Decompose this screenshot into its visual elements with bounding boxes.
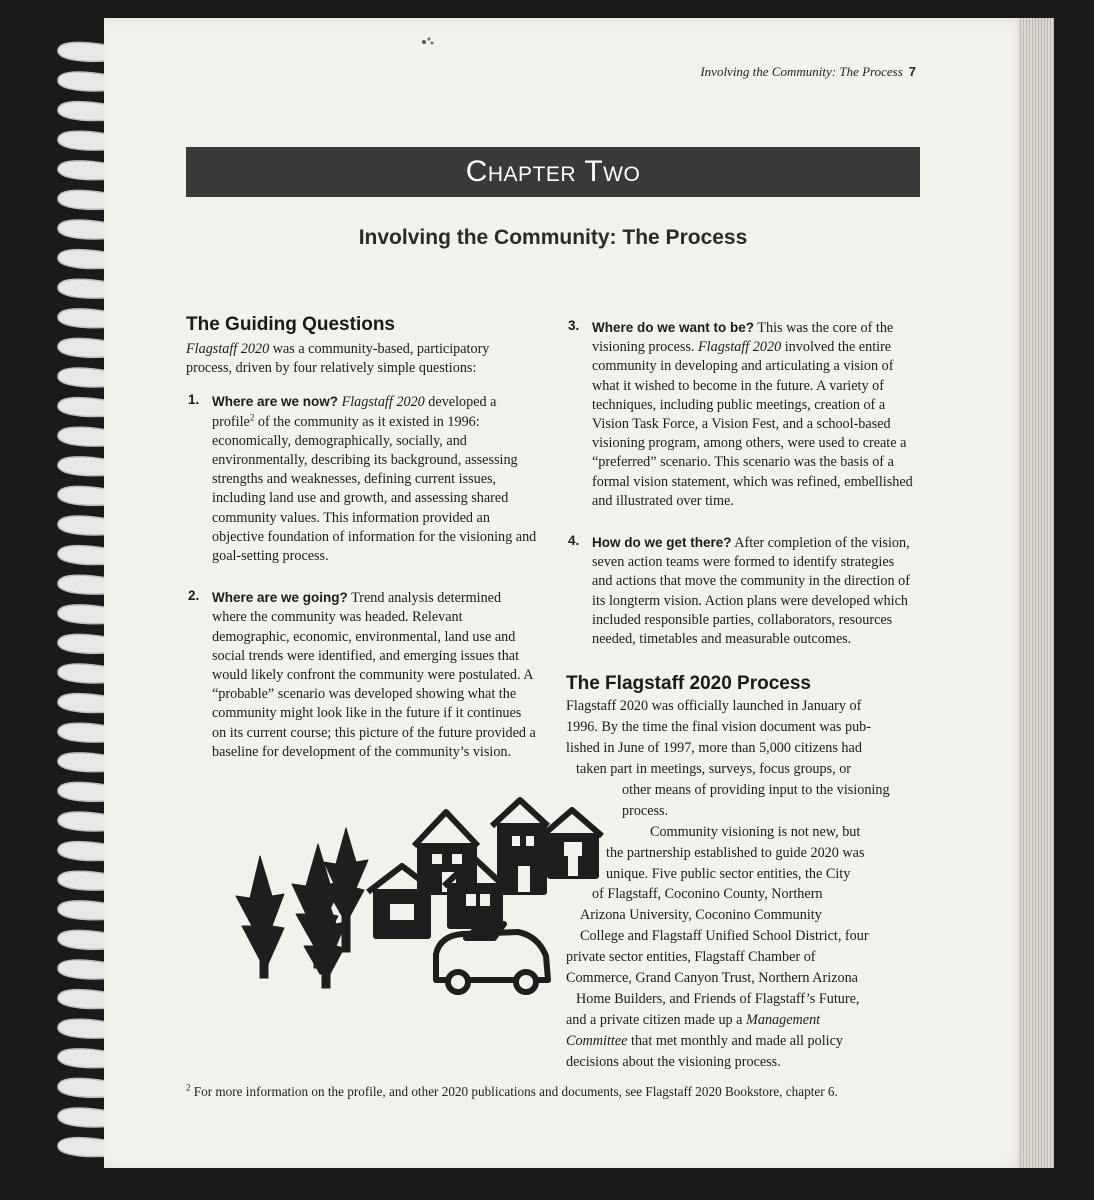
process-heading: The Flagstaff 2020 Process	[566, 673, 811, 695]
process-line: Home Builders, and Friends of Flagstaff’s Future,	[576, 990, 860, 1007]
footnote-mark: 2	[186, 1082, 191, 1093]
tree-trunk	[322, 970, 330, 988]
process-line: College and Flagstaff Unified School District, four	[580, 928, 869, 945]
process-line: taken part in meetings, surveys, focus groups, or	[576, 760, 852, 777]
running-header	[700, 64, 916, 80]
question-4-number: 4.	[568, 533, 580, 549]
process-line: Arizona University, Coconino Community	[580, 907, 822, 924]
footnote	[186, 1084, 926, 1100]
chapter-banner	[186, 147, 920, 197]
tree-trunk	[342, 912, 350, 952]
house-icon	[414, 812, 478, 892]
guiding-intro	[186, 340, 538, 378]
process-line: unique. Five public sector entities, the City	[606, 865, 851, 882]
intro-em: Flagstaff 2020	[186, 341, 270, 357]
process-line-text: that met monthly and made all policy	[627, 1032, 843, 1049]
management-em: Management	[746, 1011, 821, 1028]
process-line: 1996. By the time the final vision document was pub-	[566, 719, 871, 736]
question-2-text: Trend analysis determined where the community was headed. Relevant demographic, economic, environmental, land use and social trends were identified, and emerging issues that would likely confront the community were postulated. A “probable” scenario was developed showing what the community might look like in the future if it continues on its current course; this picture of the future provided a baseline for development of the community’s vision.	[212, 590, 536, 760]
left-column	[186, 314, 538, 762]
process-line: the partnership established to guide 2020 was	[606, 844, 865, 861]
process-line: of Flagstaff, Coconino County, Northern	[592, 886, 823, 903]
running-title: Involving the Community: The Process	[700, 64, 903, 79]
process-line: Flagstaff 2020 was officially launched in January of	[566, 698, 862, 715]
process-line: Community visioning is not new, but	[650, 823, 861, 840]
page-edges	[1018, 18, 1054, 1168]
committee-em: Committee	[566, 1032, 628, 1049]
intro-text: was a community-based, participatory process, driven by four relatively simple questions:	[186, 341, 490, 377]
process-line	[566, 1011, 918, 1030]
question-1-em: Flagstaff 2020	[341, 394, 425, 411]
process-line: process.	[622, 802, 669, 819]
process-line: decisions about the visioning process.	[566, 1053, 781, 1070]
question-3-text-a: This was the core of the visioning process.	[592, 320, 894, 356]
process-line: other means of providing input to the visioning	[622, 781, 890, 798]
chapter-title: Involving the Community: The Process	[358, 226, 748, 249]
tree-icon	[236, 856, 284, 964]
question-1-text-b: of the community as it existed in 1996: economically, demographically, socially, and environmentally, describing its background, assessing strengths and weaknesses, defining current issues, including land use and growth, and assessing shared community values. This information provided an objective foundation of information for the visioning and goal-setting process.	[212, 413, 537, 565]
guiding-questions-heading: The Guiding Questions	[186, 314, 395, 335]
process-line: private sector entities, Flagstaff Chamber of	[566, 949, 816, 966]
question-3-heading: Where do we want to be?	[592, 320, 755, 335]
house-icon	[492, 800, 548, 892]
page-number: 7	[908, 64, 916, 79]
question-3-text-b: involved the entire community in developing and articulating a vision of what it wished to become in the future. A variety of techniques, including public meetings, creation of a Vision Task Force, a Vision Fest, and a school-based visioning program, among others, were used to create a “preferred” scenario. This scenario was the basis of a formal vision statement, which was refined, embellished and illustrated over time.	[592, 339, 913, 509]
question-2	[186, 588, 538, 762]
question-2-number: 2.	[188, 588, 200, 604]
footnote-text: For more information on the profile, and other 2020 publications and documents, see Flagstaff 2020 Bookstore, chapter 6.	[190, 1084, 838, 1099]
question-3	[566, 318, 918, 511]
process-section	[566, 673, 918, 1071]
question-1-heading: Where are we now?	[212, 394, 339, 410]
question-2-heading: Where are we going?	[212, 590, 348, 606]
house-icon	[542, 810, 602, 876]
question-3-number: 3.	[568, 318, 580, 333]
chapter-label: Chapter Two	[465, 155, 641, 188]
question-1-number: 1.	[188, 392, 200, 408]
paper-mark-icon	[418, 34, 438, 48]
process-line-text: and a private citizen made up a	[566, 1011, 747, 1028]
right-column	[566, 318, 918, 1072]
process-line	[566, 1032, 918, 1051]
tree-trunk	[260, 956, 268, 978]
question-4-text: After completion of the vision, seven action teams were formed to identify strategies and actions that move the community in the direction of its longterm vision. Action plans were developed which included responsible parties, collaborators, resources needed, timetables and measurable outcomes.	[592, 535, 910, 648]
question-4	[566, 533, 918, 649]
question-1	[186, 392, 538, 566]
question-1-text-a: developed a profile	[212, 394, 497, 430]
process-line: Commerce, Grand Canyon Trust, Northern Arizona	[566, 970, 858, 987]
community-drawing	[222, 796, 612, 996]
question-3-em: Flagstaff 2020	[698, 339, 782, 356]
car-icon	[436, 924, 548, 992]
footnote-ref: 2	[249, 411, 255, 422]
process-line: lished in June of 1997, more than 5,000 citizens had	[566, 740, 862, 757]
question-4-heading: How do we get there?	[592, 535, 732, 551]
